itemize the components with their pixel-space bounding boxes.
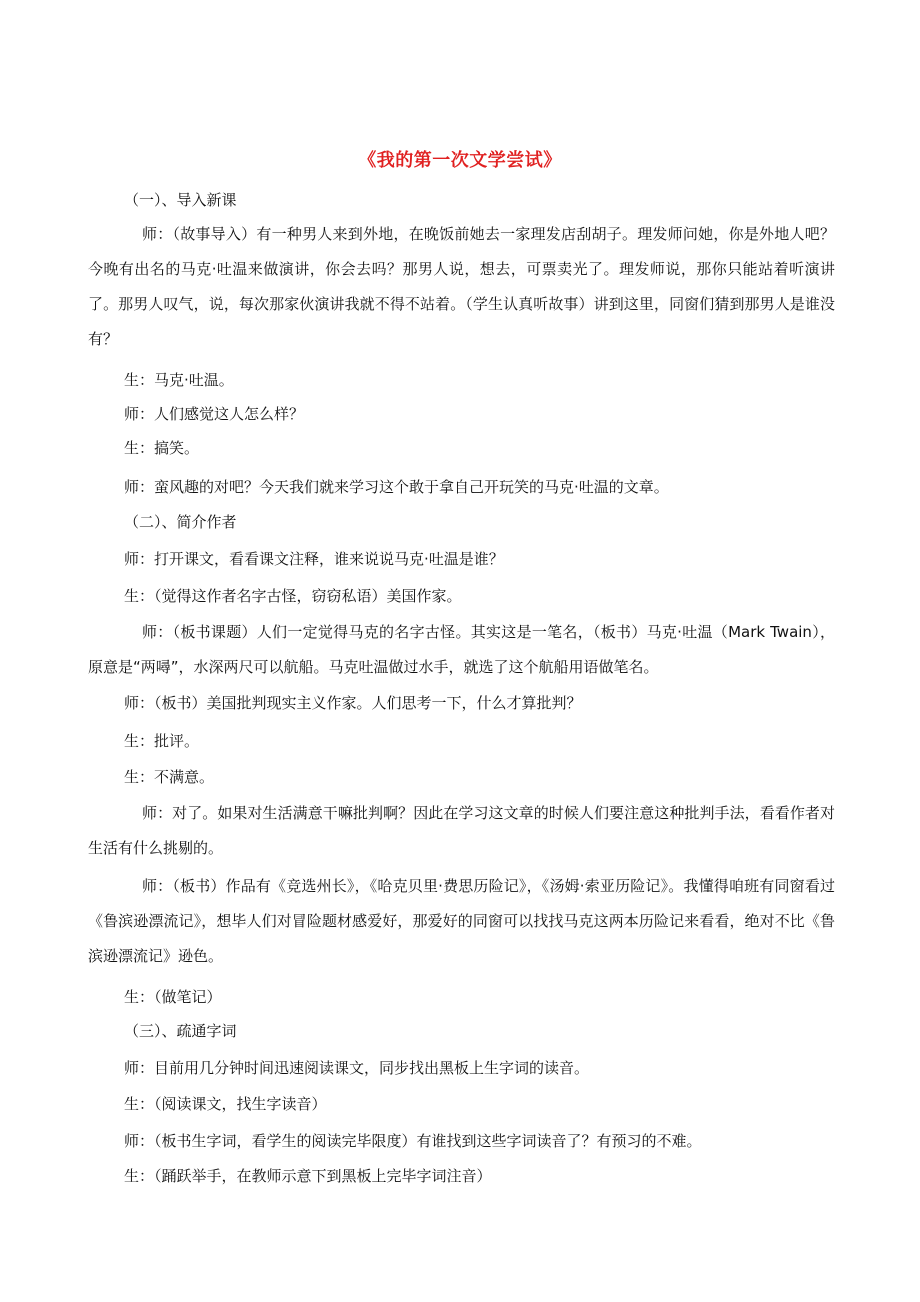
paragraph: 生：搞笑。 xyxy=(124,439,200,457)
paragraph: 师：目前用几分钟时间迅速阅读课文，同步找出黑板上生字词的读音。 xyxy=(124,1059,590,1077)
paragraph: 师：（板书课题）人们一定觉得马克的名字古怪。其实这是一笔名，（板书）马克·吐温（Mark Twain），原意是“两噚”，水深两尺可以航船。马克吐温做过水手，就选了这个航船用语做笔名。 xyxy=(88,623,835,676)
paragraph: 生：批评。 xyxy=(124,732,200,750)
paragraph: 生：（阅读课文，找生字读音） xyxy=(124,1095,327,1113)
section-heading: （二）、简介作者 xyxy=(124,513,237,531)
paragraph: 师：打开课文，看看课文注释，谁来说说马克·吐温是谁？ xyxy=(124,550,504,568)
paragraph: 生：不满意。 xyxy=(124,768,215,786)
section-heading: （三）、疏通字词 xyxy=(124,1022,237,1040)
paragraph: 师：（板书生字词，看学生的阅读完毕限度）有谁找到这些字词读音了？有预习的不难。 xyxy=(124,1132,702,1150)
paragraph: 生：（踊跃举手，在教师示意下到黑板上完毕字词注音） xyxy=(124,1167,492,1185)
paragraph: 生：（觉得这作者名字古怪，窃窃私语）美国作家。 xyxy=(124,587,462,605)
paragraph: 师：蛮风趣的对吧？今天我们就来学习这个敢于拿自己开玩笑的马克·吐温的文章。 xyxy=(124,478,669,496)
paragraph: 师：（故事导入）有一种男人来到外地，在晚饭前她去一家理发店刮胡子。理发师问她，你是外地人吧？今晚有出名的马克·吐温来做演讲，你会去吗？那男人说，想去，可票卖光了。理发师说，那你只能站着听演讲了。那男人叹气，说，每次那家伙演讲我就不得不站着。（学生认真听故事）讲到这里，同窗们猜到那男人是谁没有？ xyxy=(88,225,835,348)
paragraph: 师：人们感觉这人怎么样？ xyxy=(124,405,305,423)
paragraph: 生：马克·吐温。 xyxy=(124,371,234,389)
paragraph: 师：（板书）作品有《竞选州长》，《哈克贝里·费思历险记》，《汤姆·索亚历险记》。我懂得咱班有同窗看过《鲁滨逊漂流记》，想毕人们对冒险题材感爱好，那爱好的同窗可以找找马克这两本历险记来看看，绝对不比《鲁滨逊漂流记》逊色。 xyxy=(88,877,835,965)
section-heading: （一）、导入新课 xyxy=(124,191,237,209)
document-title: 《我的第一次文学尝试》 xyxy=(358,150,562,171)
paragraph: 师：（板书）美国批判现实主义作家。人们思考一下，什么才算批判？ xyxy=(124,694,582,712)
paragraph: 师：对了。如果对生活满意干嘛批判啊？因此在学习这文章的时候人们要注意这种批判手法，看看作者对生活有什么挑剔的。 xyxy=(88,804,835,857)
paragraph: 生：（做笔记） xyxy=(124,988,222,1006)
